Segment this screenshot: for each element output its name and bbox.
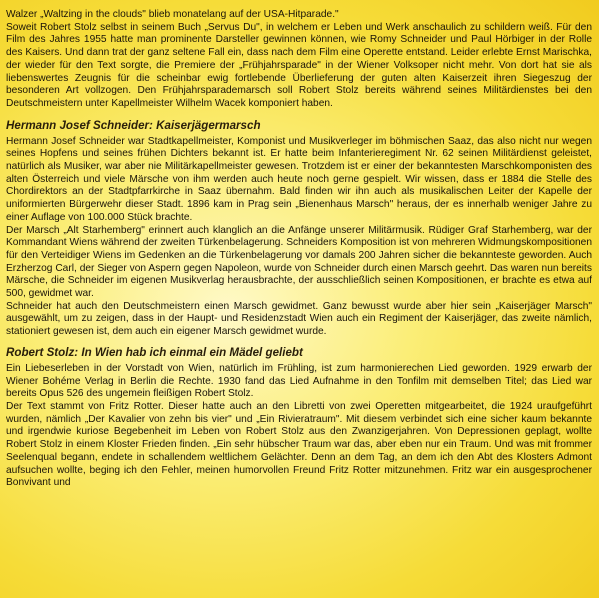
booklet-page (6, 9, 592, 490)
intro-paragraph-2: Soweit Robert Stolz selbst in seinem Buch „Servus Du", in welchem er Leben und Werk anschaulich zu schildern weiß. Für den Film des Jahres 1955 hatte man prominente Darsteller gewinnen können, wie Romy Schneider und Paul Hörbiger in der Rolle des Kaisers. Und dann trat der ganz seltene Fall ein, dass nach dem Film eine Operette entstand. Leider erlebte Ernst Marischka, der wieder für den Text sorgte, die Premiere der „Frühjahrsparade" in der Wiener Volksoper nicht mehr. Von dort hat sie als liebenswertes Zeugnis für die scheinbar ewig fortlebende Überlieferung der guten alten Kaiserzeit ihren Siegeszug der besonderen Art vollzogen. Den Frühjahrsparademarsch soll Robert Stolz bereits während seines Militärdienstes bei den Deutschmeistern unter Kapellmeister Wilhelm Wacek komponiert haben. (6, 21, 592, 109)
section2-paragraph-1: Ein Liebeserleben in der Vorstadt von Wien, natürlich im Frühling, ist zum harmonierechen Lied geworden. 1929 erwarb der Wiener Bohéme Verlag in Berlin die Rechte. 1930 fand das Lied Aufnahme in den Tonfilm mit demselben Titel; das Lied war bereits Opus 526 des ungemein fleißigen Robert Stolz. (6, 362, 592, 400)
section2-paragraph-2: Der Text stammt von Fritz Rotter. Dieser hatte auch an den Libretti von zwei Operetten mitgearbeitet, die 1924 uraufgeführt wurden, nämlich „Der Kavalier von zehn bis vier" und „Ein Rivieratraum". Mit diesem verbindet sich eine sicher kaum bekannte und irgendwie kuriose Begebenheit im Leben von Robert Stolz aus den Zwanzigerjahren. Von Depressionen geplagt, wollte Robert Stolz in einem Kloster Frieden finden. „Ein sehr hübscher Traum war das, aber eben nur ein Traum. Und was mit frommer Seelenqual begann, endete in schallendem weltlichem Gelächter. Denn an dem Tag, an dem ich den Abt des Klosters Admont aufsuchen wollte, beging ich den Fehler, meinen humorvollen Freund Fritz Rotter mitzunehmen. Fritz war ein ausgesprochener Bonvivant und (6, 400, 592, 489)
section1-paragraph-1: Hermann Josef Schneider war Stadtkapellmeister, Komponist und Musikverleger im böhmischen Saaz, das also nicht nur wegen seines Hopfens und seines frühen Dichters bekannt ist. Er hatte beim Infanterieregiment Nr. 62 seinen Militärdienst geleistet, natürlich als Musiker, war aber nie Militärkapellmeister gewesen. Trotzdem ist er einer der bekanntesten Marschkomponisten des alten Österreich und viele Märsche von ihm werden auch heute noch gerne gespielt. Wir wissen, dass er 1884 die Stelle des Chordirektors an der Stadtpfarrkirche in Saaz übernahm. Bald finden wir ihn auch als musikalischen Leiter der Kapelle der uniformierten Bürgerwehr dieser Stadt. 1896 kam in Prag sein „Bienenhaus Marsch" heraus, der es innerhalb weniger Jahre zu einer Auflage von 100.000 Stück brachte. (6, 135, 592, 223)
intro-paragraph-1: Walzer „Waltzing in the clouds" blieb monatelang auf der USA-Hitparade." (6, 9, 339, 20)
section1-paragraph-3: Schneider hat auch den Deutschmeistern einen Marsch gewidmet. Ganz bewusst wurde aber hier sein „Kaiserjäger Marsch" ausgewählt, um zu zeigen, dass in der Haupt- und Residenzstadt Wien auch ein Regiment der Kaiserjäger, das zweite nämlich, stationiert gewesen ist, dem auch ein eigener Marsch gewidmet wurde. (6, 300, 592, 338)
section-heading-in-wien: Robert Stolz: In Wien hab ich einmal ein Mädel geliebt (6, 345, 303, 359)
section-heading-kaiserjaegermarsch: Hermann Josef Schneider: Kaiserjägermarsch (6, 118, 261, 132)
section1-paragraph-2: Der Marsch „Alt Starhemberg" erinnert auch klanglich an die Anfänge unserer Militärmusik. Rüdiger Graf Starhemberg, war der Kommandant Wiens während der zweiten Türkenbelagerung. Schneiders Komposition ist von mehreren Widmungskompositionen für den Verteidiger Wiens im Gedenken an die Türkenbelagerung vor damals 200 Jahren sicher die bekannteste geworden. Auch Erzherzog Carl, der Sieger von Aspern gegen Napoleon, wurde von Schneider durch einen Marsch geehrt. Das waren nun bereits Märsche, die Schneider im eigenen Musikverlag herausbrachte, der ausschließlich seinen Kompositionen, er brachte es etwa auf 500, gewidmet war. (6, 224, 592, 300)
